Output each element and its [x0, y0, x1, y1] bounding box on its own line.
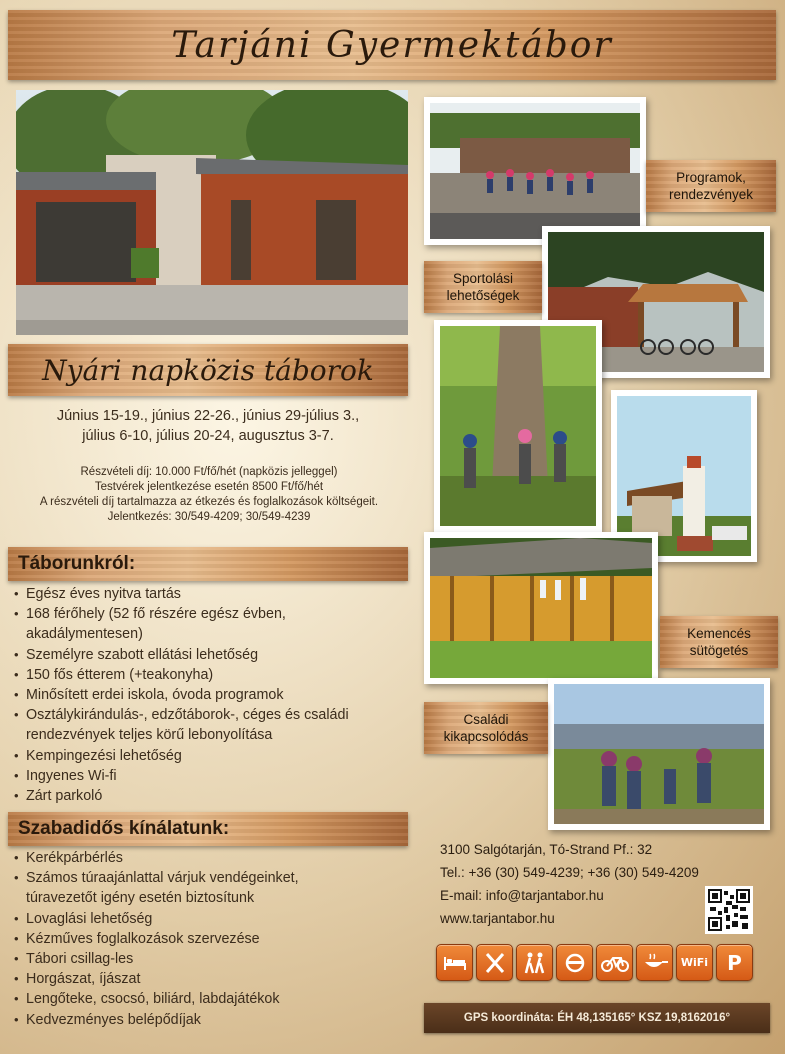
tag-line: kikapcsolódás [443, 729, 529, 744]
price-line: A részvételi díj tartalmazza az étkezés és foglalkozások költségeit. [39, 496, 379, 508]
family-photo [548, 678, 770, 830]
dates-line: Június 15-19., június 22-26., június 29-július 3., [56, 408, 360, 424]
list-item: • Lengőteke, csocsó, biliárd, labdajátékok [14, 989, 414, 1009]
about-list [14, 584, 414, 806]
veranda-photo [424, 532, 658, 684]
forest-tree-image [440, 326, 596, 526]
email-link[interactable]: E-mail: info@tarjantabor.hu [440, 888, 604, 903]
grill-icon [556, 944, 593, 981]
qr-code[interactable] [705, 886, 753, 934]
tag-line: Kemencés [687, 626, 751, 641]
bed-icon [436, 944, 473, 981]
children-circle-image [430, 103, 640, 239]
programs-tag [646, 160, 776, 212]
camp-dates [16, 406, 400, 446]
list-item: • Kerékpárbérlés [14, 848, 414, 868]
qr-code-icon [708, 889, 750, 931]
list-item: • Személyre szabott ellátási lehetőség [14, 645, 414, 665]
registration-line: Jelentkezés: 30/549-4209; 30/549-4239 [107, 511, 311, 523]
family-tag [424, 702, 548, 754]
bicycle-icon [596, 944, 633, 981]
list-item: • Zárt parkoló [14, 786, 414, 806]
gps-bar [424, 1003, 770, 1033]
list-item: • Kempingezési lehetőség [14, 746, 414, 766]
price-line: Testvérek jelentkezése esetén 8500 Ft/fő/hét [94, 481, 324, 493]
list-item: • Kézműves foglalkozások szervezése [14, 929, 414, 949]
tag-line: Családi [463, 712, 509, 727]
list-item: • Ingyenes Wi-fi [14, 766, 414, 786]
cutlery-icon [476, 944, 513, 981]
wifi-label: WiFi [680, 956, 709, 969]
tag-line: Sportolási [452, 271, 514, 286]
tag-line: sütögetés [689, 643, 749, 658]
website-link[interactable]: www.tarjantabor.hu [440, 911, 555, 926]
sports-tag [424, 261, 542, 313]
wifi-icon [676, 944, 713, 981]
leisure-list [14, 848, 414, 1030]
price-line: Részvételi díj: 10.000 Ft/fő/hét (napközis jelleggel) [80, 466, 338, 478]
list-item: • Számos túraajánlattal várjuk vendégeinket, [14, 868, 414, 888]
page-title: Tarjáni Gyermektábor [171, 24, 613, 66]
cooking-pan-icon [636, 944, 673, 981]
list-item: • Osztálykirándulás-, edzőtáborok-, céges és családi [14, 705, 414, 725]
tag-line: lehetőségek [446, 288, 520, 303]
leisure-heading-bar [8, 812, 408, 846]
oven-tag [660, 616, 778, 668]
about-heading: Táborunkról: [18, 553, 136, 574]
title-banner [8, 10, 776, 80]
list-item: • 150 fős étterem (+teakonyha) [14, 665, 414, 685]
forest-photo [434, 320, 602, 532]
leisure-heading: Szabadidős kínálatunk: [18, 818, 230, 839]
list-item-continuation: túravezetőt igény esetén biztosítunk [26, 890, 255, 907]
summer-camp-banner [8, 344, 408, 396]
list-item: • 168 férőhely (52 fő részére egész évben, [14, 604, 414, 624]
gps-coordinates: GPS koordináta: ÉH 48,135165° KSZ 19,8162016° [463, 1012, 731, 1024]
about-heading-bar [8, 547, 408, 581]
hiking-icon [516, 944, 553, 981]
programs-photo [424, 97, 646, 245]
camp-building-photo [16, 90, 408, 335]
parking-label: P [727, 950, 742, 975]
phone-numbers: Tel.: +36 (30) 549-4239; +36 (30) 549-4209 [440, 865, 699, 880]
list-item: • Kedvezményes belépődíjak [14, 1010, 414, 1030]
hilltop-group-image [554, 684, 764, 824]
summer-camp-title: Nyári napközis táborok [42, 353, 374, 387]
list-item-continuation: rendezvények teljes körű lebonyolítása [26, 727, 273, 744]
list-item: • Minősített erdei iskola, óvoda programok [14, 685, 414, 705]
amenity-icons [436, 944, 758, 984]
list-item: • Egész éves nyitva tartás [14, 584, 414, 604]
list-item: • Horgászat, íjászat [14, 969, 414, 989]
parking-icon [716, 944, 753, 981]
tag-line: Programok, [676, 170, 746, 185]
camp-prices [10, 465, 408, 525]
list-item: • Lovaglási lehetőség [14, 909, 414, 929]
tag-line: rendezvények [668, 187, 754, 202]
dates-line: július 6-10, július 20-24, augusztus 3-7. [82, 428, 334, 444]
wooden-veranda-image [430, 538, 652, 678]
list-item: • Tábori csillag-les [14, 949, 414, 969]
list-item-continuation: akadálymentesen) [26, 626, 143, 643]
address: 3100 Salgótarján, Tó-Strand Pf.: 32 [440, 842, 653, 857]
